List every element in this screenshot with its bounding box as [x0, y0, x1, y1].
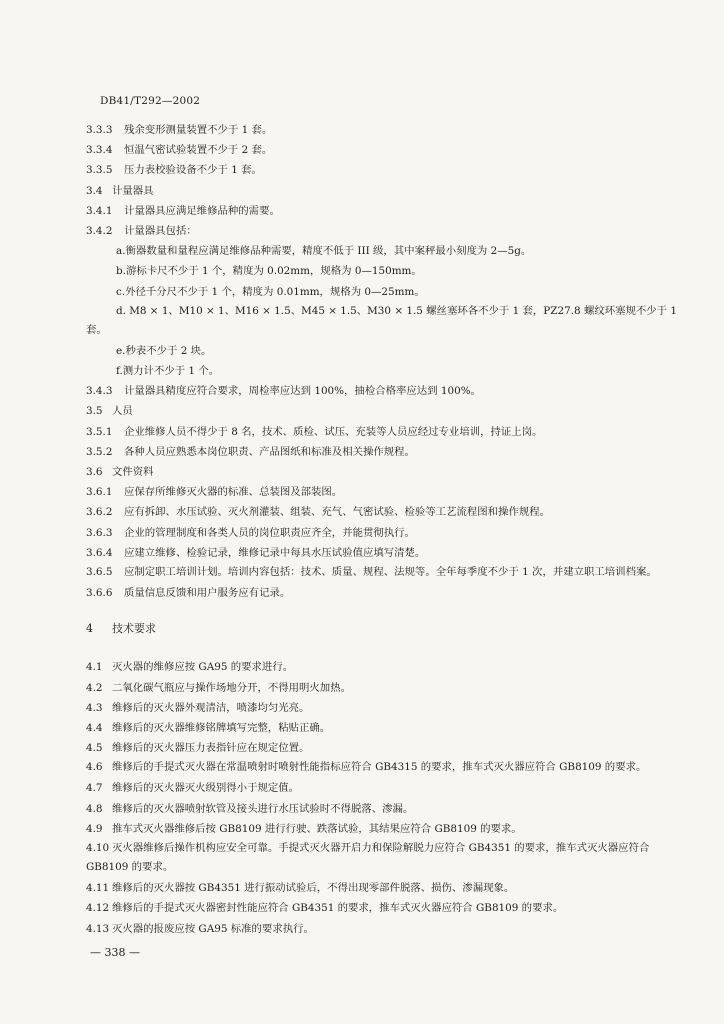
clause-3-6-3: [86, 523, 686, 543]
clause-text: 二氧化碳气瓶应与操作场地分开，不得用明火加热。: [112, 681, 351, 694]
heading-3-4: [86, 181, 686, 201]
clause-number: 3.4.2: [86, 225, 113, 238]
clause-number: 4.7: [86, 782, 103, 795]
clause-text: 应有拆卸、水压试验、灭火剂灌装、组装、充气、气密试验、检验等工艺流程图和操作规程。: [124, 506, 551, 519]
clause-number: 3.3.3: [86, 124, 113, 136]
clause-number: 4.5: [86, 742, 103, 755]
clause-number: 4.8: [86, 802, 103, 815]
clause-4-1: [86, 657, 686, 677]
clause-text: 恒温气密试验装置不少于 2 套。: [124, 144, 273, 157]
clause-text: 维修后的灭火器外观清洁，喷漆均匀光亮。: [112, 701, 310, 714]
clause-text: 企业维修人员不得少于 8 名，技术、质检、试压、充装等人员应经过专业培训，持证上岗。: [124, 425, 543, 438]
clause-3-6-1: [86, 482, 686, 502]
clause-3-3-3: [86, 120, 686, 140]
list-item-b: b.游标卡尺不少于 1 个，精度为 0.02mm，规格为 0—150mm。: [116, 265, 422, 278]
clause-3-3-5: [86, 160, 686, 180]
clause-text: 各种人员应熟悉本岗位职责、产品图纸和标准及相关操作规程。: [124, 445, 415, 458]
clause-number: 3.6.4: [86, 546, 113, 559]
clause-number: 3.5.2: [86, 445, 113, 458]
clause-3-4-1: [86, 201, 686, 221]
page-number: — 338 —: [90, 946, 140, 959]
section-number: 4: [86, 622, 93, 636]
clause-3-6-6: [86, 583, 686, 603]
clause-text: 计量器具包括：: [124, 225, 197, 238]
clause-number: 4.3: [86, 701, 103, 714]
clause-4-13: [86, 919, 686, 939]
clause-4-8: [86, 799, 686, 819]
clause-4-6: [86, 758, 686, 777]
clause-text: 维修后的灭火器按 GB4351 进行振动试验后，不得出现零部件脱落、损伤、渗漏现象。: [112, 882, 515, 895]
clause-text: 计量器具应满足维修品种的需要。: [124, 204, 280, 217]
clause-4-2: [86, 678, 686, 698]
list-item-d: d. M8 × 1、M10 × 1、M16 × 1.5、M45 × 1.5、M30 × 1.5 螺丝塞环各不少于 1 套，PZ27.8 螺纹环塞规不少于 1 套。: [86, 304, 677, 336]
clause-3-6-2: [86, 502, 686, 522]
clause-4-11: [86, 878, 686, 898]
document-code: DB41/T292—2002: [100, 95, 201, 107]
clause-number: 3.6.5: [86, 566, 113, 579]
clause-text: 灭火器维修后操作机构应安全可靠。手提式灭火器开启力和保险解脱力应符合 GB4351 的要求，推车式灭火器应符合 GB8109 的要求。: [86, 842, 650, 874]
clause-text: 应保存所维修灭火器的标准、总装图及部装图。: [124, 486, 343, 499]
clause-number: 4.12: [86, 902, 110, 915]
clause-4-7: [86, 778, 686, 798]
list-item-a: a.衡器数量和量程应满足维修品种需要，精度不低于 III 级，其中案秤最小刻度为 2—5g。: [116, 245, 532, 258]
clause-number: 3.6.6: [86, 587, 113, 600]
clause-text: 残余变形测量装置不少于 1 套。: [124, 124, 273, 136]
clause-number: 3.4.1: [86, 204, 113, 217]
heading-text: 计量器具: [112, 184, 154, 197]
heading-text: 人员: [112, 405, 133, 418]
clause-number: 3.6.3: [86, 526, 113, 539]
list-item-c: c.外径千分尺不少于 1 个，精度为 0.01mm，规格为 0—25mm。: [116, 285, 425, 298]
clause-number: 3.3.5: [86, 164, 113, 177]
clause-4-9: [86, 819, 686, 839]
clause-text: 应制定职工培训计划。培训内容包括：技术、质量、规程、法规等。全年每季度不少于 1 次，并建立职工培训档案。: [124, 566, 657, 579]
clause-number: 4.10: [86, 842, 110, 855]
clause-3-6-5: [86, 563, 686, 582]
clause-text: 维修后的手提式灭火器密封性能应符合 GB4351 的要求，推车式灭火器应符合 GB8109 的要求。: [112, 902, 564, 915]
clause-text: 维修后的灭火器维修铭牌填写完整，粘贴正确。: [112, 722, 331, 735]
clause-text: 维修后的手提式灭火器在常温喷射时喷射性能指标应符合 GB4315 的要求，推车式灭火器应符合 GB8109 的要求。: [112, 761, 647, 774]
clause-number: 3.6: [86, 466, 103, 479]
clause-text: 质量信息反馈和用户服务应有记录。: [124, 587, 291, 600]
clause-text: 应建立维修、检验记录，维修记录中每具水压试验值应填写清楚。: [124, 546, 426, 559]
clause-text: 维修后的灭火器压力表指针应在规定位置。: [112, 742, 310, 755]
clause-4-5: [86, 738, 686, 758]
list-item-e: e.秒表不少于 2 块。: [116, 344, 212, 357]
clause-number: 4.13: [86, 922, 110, 935]
clause-3-4-2: [86, 221, 686, 241]
clause-text: 计量器具精度应符合要求，周检率应达到 100%，抽检合格率应达到 100%。: [124, 385, 481, 398]
clause-number: 4.6: [86, 761, 103, 774]
heading-text: 文件资料: [112, 466, 154, 479]
clause-text: 灭火器的报废应按 GA95 标准的要求执行。: [112, 922, 314, 935]
document-body: [86, 120, 686, 939]
section-4-heading: [86, 619, 686, 639]
clause-number: 3.6.1: [86, 486, 113, 499]
clause-text: 推车式灭火器维修后按 GB8109 进行行驶、跌落试验，其结果应符合 GB8109 的要求。: [112, 822, 522, 835]
clause-number: 4.9: [86, 822, 103, 835]
clause-number: 4.1: [86, 661, 103, 674]
clause-3-5-1: [86, 422, 686, 442]
clause-4-12: [86, 898, 686, 918]
clause-number: 4.2: [86, 681, 103, 694]
clause-text: 维修后的灭火器灭火级别得小于规定值。: [112, 782, 300, 795]
section-title: 技术要求: [112, 622, 156, 636]
clause-number: 4.4: [86, 722, 103, 735]
clause-number: 3.3.4: [86, 144, 113, 157]
clause-number: 3.4.3: [86, 385, 113, 398]
clause-3-6-4: [86, 543, 686, 563]
clause-number: 4.11: [86, 882, 110, 895]
clause-text: 维修后的灭火器喷射软管及接头进行水压试验时不得脱落、渗漏。: [112, 802, 414, 815]
clause-text: 灭火器的维修应按 GA95 的要求进行。: [112, 661, 294, 674]
clause-number: 3.5: [86, 405, 103, 418]
clause-text: 压力表校验设备不少于 1 套。: [124, 164, 262, 177]
clause-4-10: [86, 839, 686, 877]
clause-4-4: [86, 718, 686, 738]
clause-4-3: [86, 698, 686, 718]
clause-3-4-3: [86, 381, 686, 401]
clause-3-3-4: [86, 140, 686, 160]
clause-number: 3.6.2: [86, 506, 113, 519]
clause-text: 企业的管理制度和各类人员的岗位职责应齐全，并能贯彻执行。: [124, 526, 415, 539]
clause-number: 3.4: [86, 184, 103, 197]
heading-3-6: [86, 462, 686, 482]
list-item-f: f.测力计不少于 1 个。: [116, 365, 220, 378]
clause-3-5-2: [86, 442, 686, 462]
heading-3-5: [86, 401, 686, 421]
clause-number: 3.5.1: [86, 425, 113, 438]
